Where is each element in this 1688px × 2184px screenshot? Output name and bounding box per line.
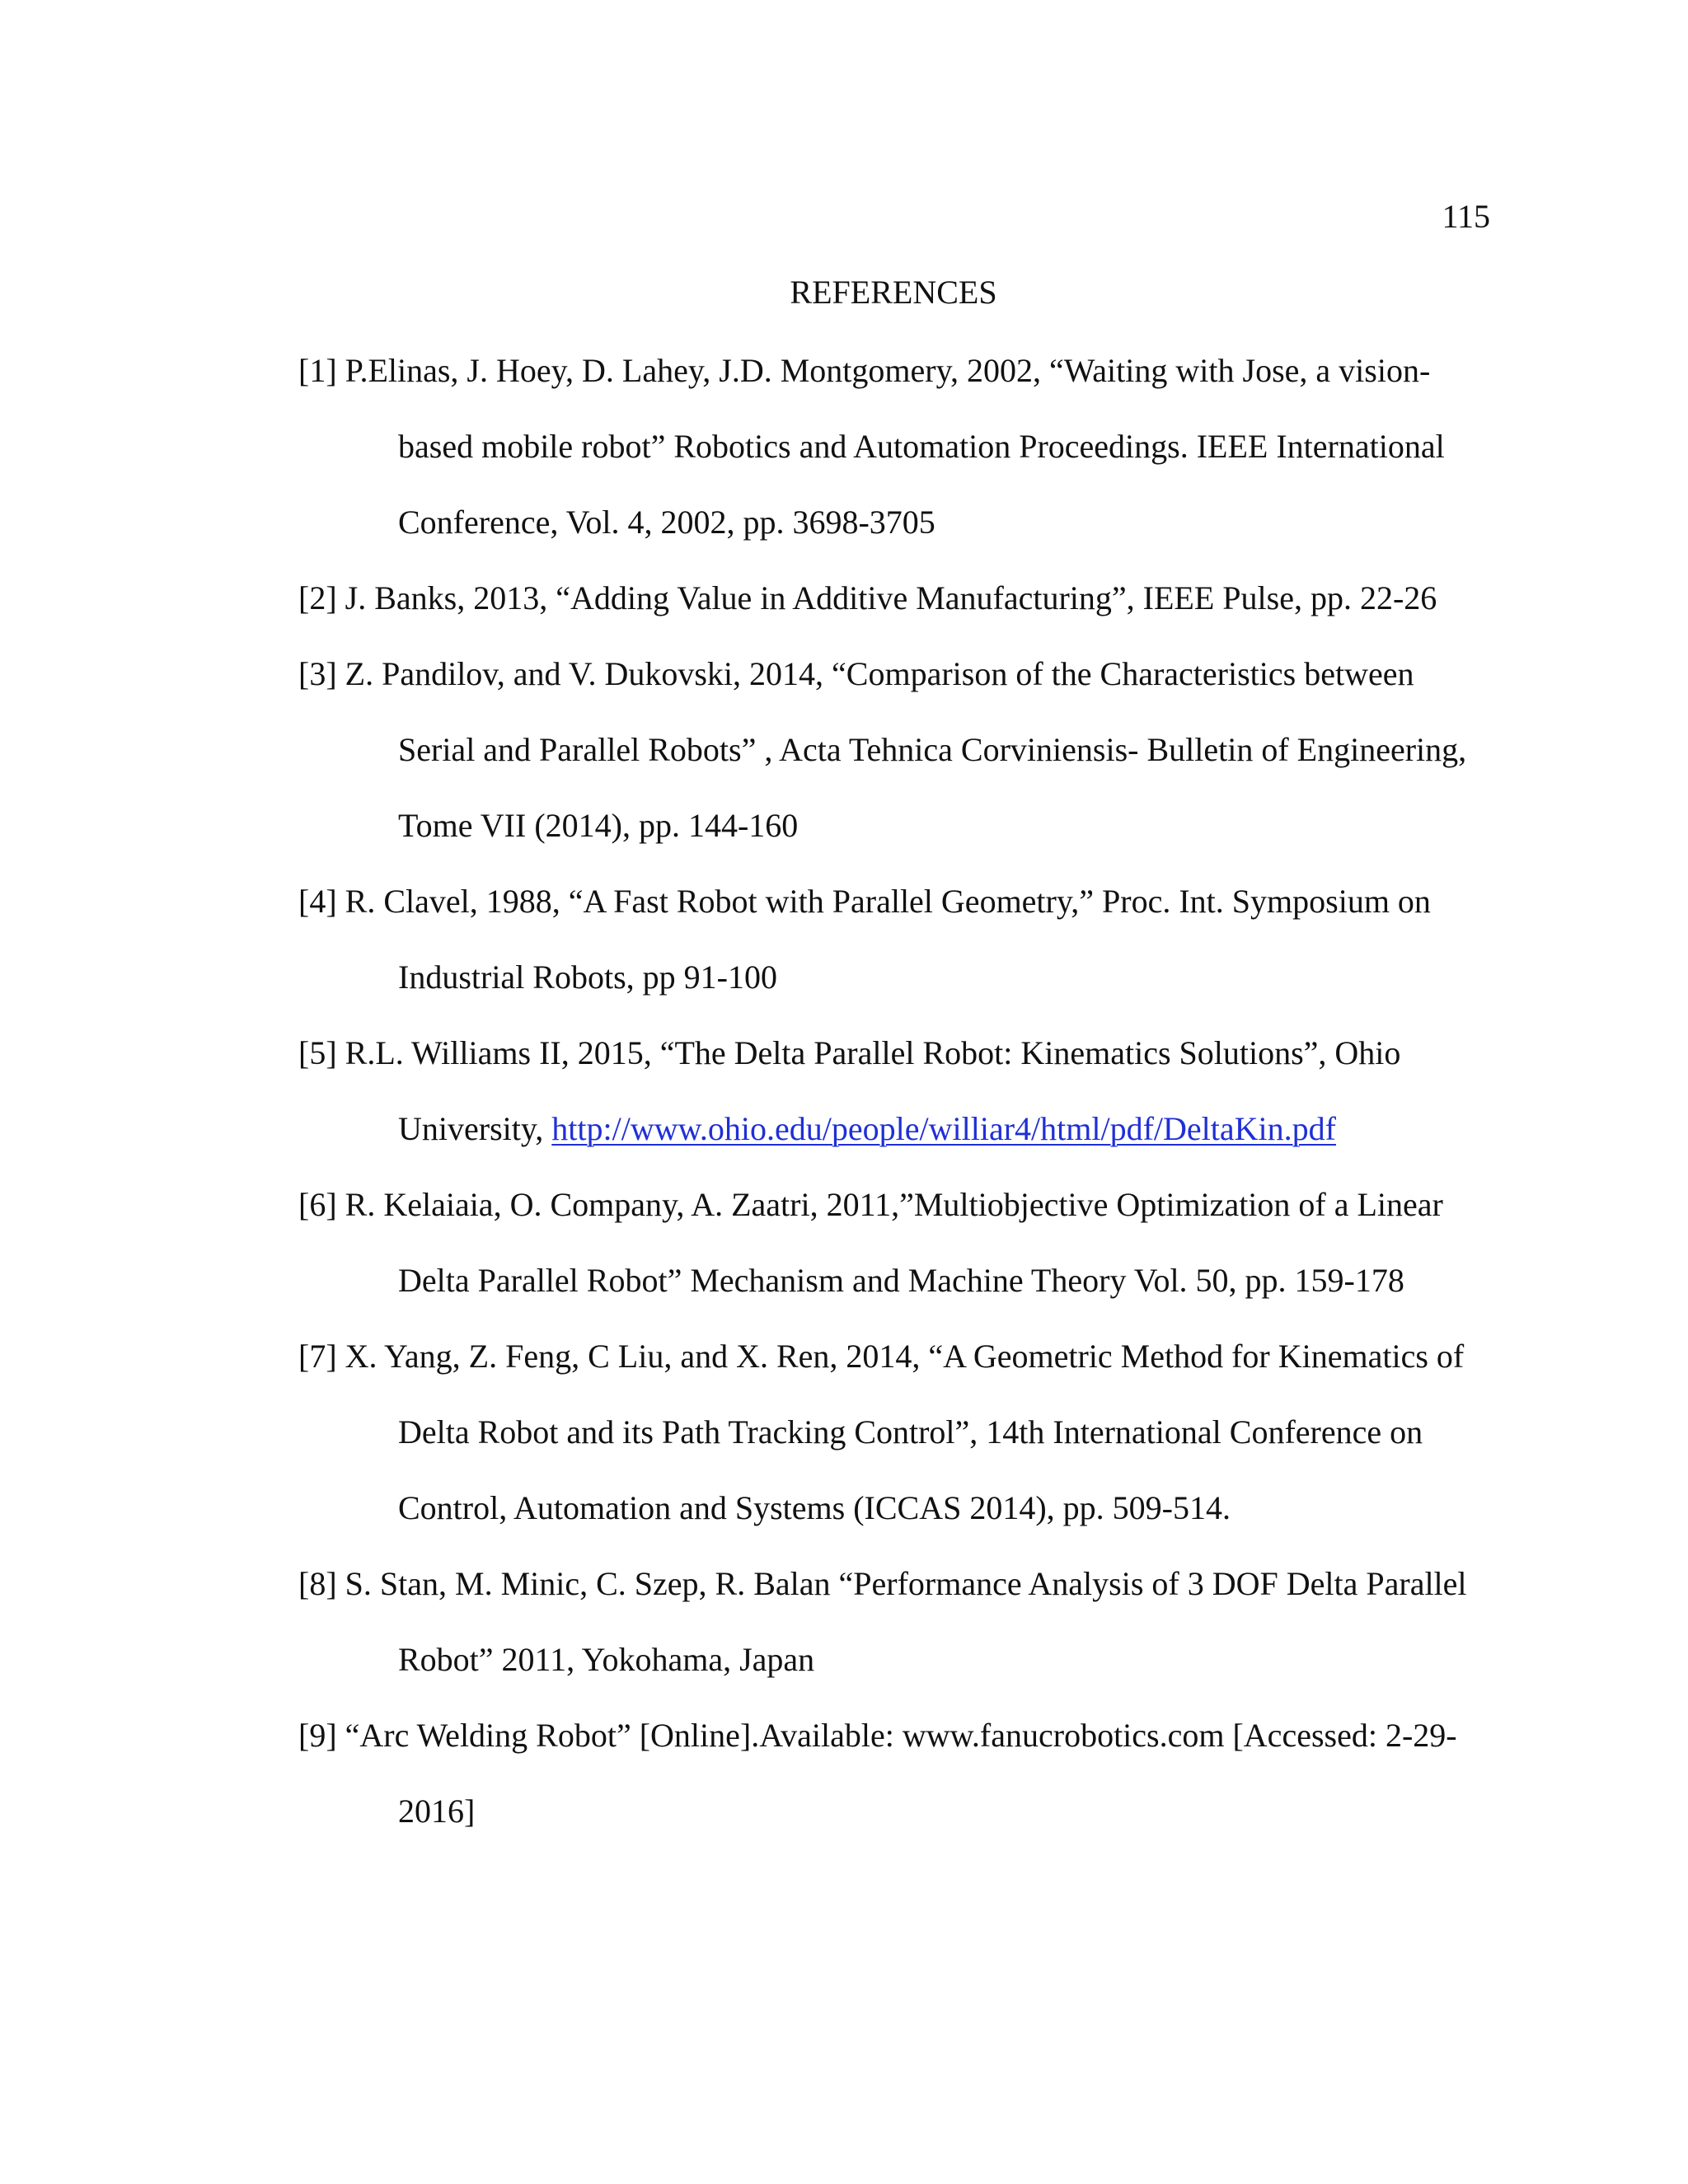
reference-1-line-3: Conference, Vol. 4, 2002, pp. 3698-3705 xyxy=(398,504,935,541)
reference-7-line-2: Delta Robot and its Path Tracking Control”, 14th International Conference on xyxy=(398,1413,1423,1451)
reference-9-line-2: 2016] xyxy=(398,1793,476,1830)
reference-6-line-1: [6] R. Kelaiaia, O. Company, A. Zaatri, 2011,”Multiobjective Optimization of a Linear xyxy=(298,1186,1443,1223)
reference-9-line-1: [9] “Arc Welding Robot” [Online].Available: www.fanucrobotics.com [Accessed: 2-29- xyxy=(298,1717,1457,1754)
reference-5-line-2 xyxy=(398,1108,1336,1150)
reference-5-line-1: [5] R.L. Williams II, 2015, “The Delta Parallel Robot: Kinematics Solutions”, Ohio xyxy=(298,1034,1401,1071)
reference-6-line-2: Delta Parallel Robot” Mechanism and Machine Theory Vol. 50, pp. 159-178 xyxy=(398,1262,1404,1299)
reference-1-line-1: [1] P.Elinas, J. Hoey, D. Lahey, J.D. Montgomery, 2002, “Waiting with Jose, a vision- xyxy=(298,352,1431,389)
reference-5-line-2-prefix: University, xyxy=(398,1110,552,1147)
page-title: REFERENCES xyxy=(790,274,997,311)
reference-8-line-2: Robot” 2011, Yokohama, Japan xyxy=(398,1641,815,1678)
reference-4-line-1: [4] R. Clavel, 1988, “A Fast Robot with Parallel Geometry,” Proc. Int. Symposium on xyxy=(298,883,1431,920)
reference-1-line-2: based mobile robot” Robotics and Automation Proceedings. IEEE International xyxy=(398,428,1445,465)
reference-3-line-1: [3] Z. Pandilov, and V. Dukovski, 2014, “Comparison of the Characteristics between xyxy=(298,655,1414,692)
reference-7-line-1: [7] X. Yang, Z. Feng, C Liu, and X. Ren, 2014, “A Geometric Method for Kinematics of xyxy=(298,1338,1465,1375)
reference-8-line-1: [8] S. Stan, M. Minic, C. Szep, R. Balan “Performance Analysis of 3 DOF Delta Parallel xyxy=(298,1565,1467,1602)
reference-3-line-3: Tome VII (2014), pp. 144-160 xyxy=(398,807,799,844)
reference-4-line-2: Industrial Robots, pp 91-100 xyxy=(398,958,777,996)
page-number: 115 xyxy=(1442,198,1490,235)
reference-2-line-1: [2] J. Banks, 2013, “Adding Value in Additive Manufacturing”, IEEE Pulse, pp. 22-26 xyxy=(298,579,1437,616)
reference-3-line-2: Serial and Parallel Robots” , Acta Tehnica Corviniensis- Bulletin of Engineering, xyxy=(398,731,1467,768)
reference-7-line-3: Control, Automation and Systems (ICCAS 2014), pp. 509-514. xyxy=(398,1489,1231,1526)
deltakin-pdf-link[interactable]: http://www.ohio.edu/people/williar4/html/pdf/DeltaKin.pdf xyxy=(551,1110,1336,1147)
